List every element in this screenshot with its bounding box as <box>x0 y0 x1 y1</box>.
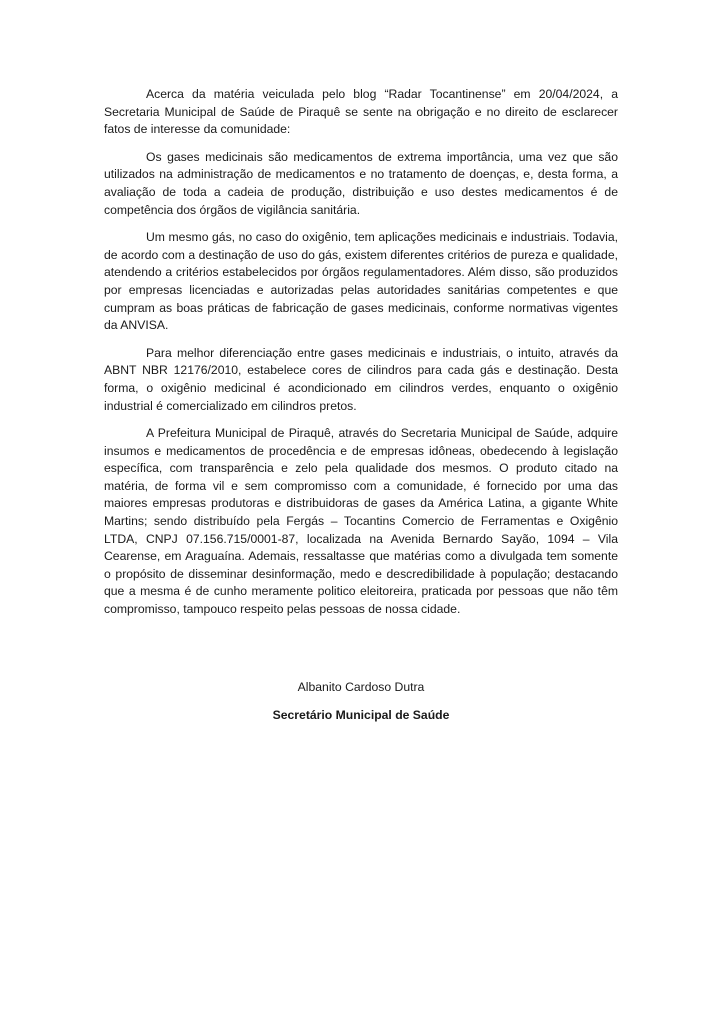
signatory-name: Albanito Cardoso Dutra <box>297 680 425 694</box>
paragraph-oxygen-applications: Um mesmo gás, no caso do oxigênio, tem aplicações medicinais e industriais. Todavia, de acordo com a destinação de uso do gás, existem diferentes critérios de pureza e qualidade, atendendo a critérios estabelecidos por órgãos regulamentadores. Além disso, são produzidos por empresas licenciadas e autorizadas pelas autoridades sanitárias competentes e que cumpram as boas práticas de fabricação de gases medicinais, conforme normativas vigentes da ANVISA. <box>104 230 618 333</box>
signature-block <box>104 679 618 724</box>
paragraph-medicinal-gases: Os gases medicinais são medicamentos de extrema importância, uma vez que são utilizados na administração de medicamentos e no tratamento de doenças, e, desta forma, a avaliação de toda a cadeia de produção, distribuição e uso destes medicamentos é de competência dos órgãos de vigilância sanitária. <box>104 149 618 217</box>
signatory-title: Secretário Municipal de Saúde <box>272 707 450 722</box>
document-body <box>104 86 618 629</box>
paragraph-intro: Acerca da matéria veiculada pelo blog “Radar Tocantinense” em 20/04/2024, a Secretaria Municipal de Saúde de Piraquê se sente na obrigação e no direito de esclarecer fatos de interesse da comunidade: <box>104 87 618 137</box>
paragraph-prefeitura-statement: A Prefeitura Municipal de Piraquê, através do Secretaria Municipal de Saúde, adquire insumos e medicamentos de procedência e de empresas idôneas, obedecendo à legislação específica, com transparência e zelo pela qualidade dos mesmos. O produto citado na matéria, de forma vil e sem compromisso com a comunidade, é fornecido por uma das maiores empresas produtoras e distribuidoras de gases da América Latina, a gigante White Martins; sendo distribuído pela Fergás – Tocantins Comercio de Ferramentas e Oxigênio LTDA, CNPJ 07.156.715/0001-87, localizada na Avenida Bernardo Sayão, 1094 – Vila Cearense, em Araguaína. Ademais, ressaltasse que matérias como a divulgada tem somente o propósito de disseminar desinformação, medo e descredibilidade à população; destacando que a mesma é de cunho meramente politico eleitoreira, praticada por pessoas que não têm compromisso, tampouco respeito pelas pessoas de nossa cidade. <box>104 426 618 617</box>
paragraph-cylinder-colors: Para melhor diferenciação entre gases medicinais e industriais, o intuito, através da ABNT NBR 12176/2010, estabelece cores de cilindros para cada gás e destinação. Desta forma, o oxigênio medicinal é acondicionado em cilindros verdes, enquanto o oxigênio industrial é comercializado em cilindros pretos. <box>104 345 618 413</box>
